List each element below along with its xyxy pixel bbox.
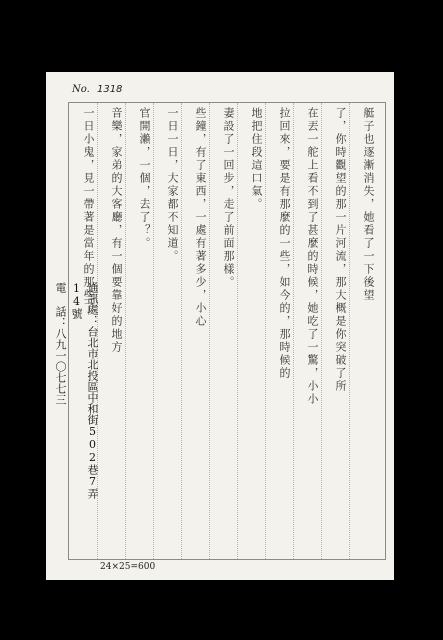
manuscript-column: 拉回來，要是有那麼的一些，如今的，那時候的 [278, 107, 291, 380]
manuscript-sheet [46, 72, 394, 580]
grid-line [349, 103, 350, 559]
sheet-size-label: 24×25=600 [100, 562, 156, 572]
manuscript-column: 一日小鬼，見一帶著是當年的那些了 [82, 107, 95, 315]
grid-line [265, 103, 266, 559]
sheet-number-label: No. [72, 84, 90, 95]
sheet-number-value: 1318 [96, 84, 123, 95]
sheet-number [72, 84, 122, 95]
phone-line: 電 話：八九一〇七七三 [54, 282, 67, 405]
grid-line [209, 103, 210, 559]
manuscript-column: 在丟一舵上看不到了甚麼的時候，她吃了一驚，小小 [306, 107, 319, 406]
manuscript-column: 官開瀨，一個，去了？。 [138, 107, 151, 250]
grid-line [125, 103, 126, 559]
manuscript-column: 音樂，家弟的大客廳，有一個要靠好的地方 [110, 107, 123, 354]
address-line: 通訊處：台北市北投區中和街502巷7弄14號 [70, 282, 99, 499]
manuscript-column: 了，你時觀望的那一片河流，那大概是你突破了所 [334, 107, 347, 393]
manuscript-column: 妻設了一回步，走了前面那樣。 [222, 107, 235, 289]
grid-line [293, 103, 294, 559]
contact-block [48, 282, 99, 522]
manuscript-grid [68, 102, 386, 560]
grid-line [153, 103, 154, 559]
grid-line [321, 103, 322, 559]
grid-line [181, 103, 182, 559]
manuscript-column: 艇子也逐漸消失，她看了一下後望 [362, 107, 375, 302]
manuscript-column: 些鐘，有了東西，一處有著多少，小心 [194, 107, 207, 328]
manuscript-column: 一日一日，大家都不知道。 [166, 107, 179, 263]
manuscript-column: 地把住段這口氣。 [250, 107, 263, 211]
grid-line [237, 103, 238, 559]
